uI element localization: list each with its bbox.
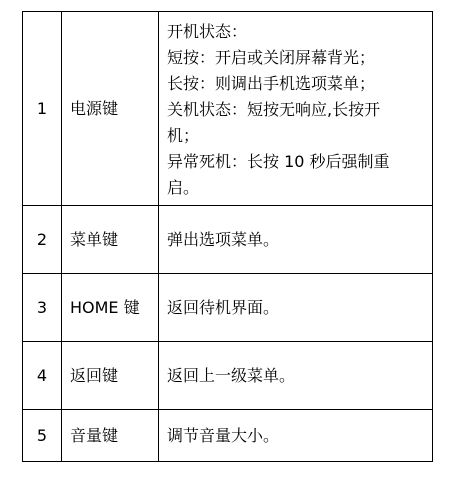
description-line: 关机状态：短按无响应,长按开 [167,99,381,119]
table-row [23,12,433,206]
table-row [23,274,433,342]
description-line: 返回待机界面。 [167,297,280,317]
table-row [23,342,433,410]
description-line: 调节音量大小。 [167,425,280,445]
key-name: 音量键 [62,410,159,462]
description-line: 开机状态： [167,21,248,41]
description-line: 弹出选项菜单。 [167,229,280,249]
key-description [159,206,433,274]
row-number: 5 [23,410,62,462]
description-line: 返回上一级菜单。 [167,365,296,385]
row-number: 1 [23,12,62,206]
key-name: 电源键 [62,12,159,206]
keys-table [22,11,433,462]
key-name: 菜单键 [62,206,159,274]
key-description [159,342,433,410]
key-description [159,274,433,342]
description-line: 异常死机：长按 10 秒后强制重 [167,151,390,171]
table-row [23,206,433,274]
key-description [159,410,433,462]
description-line: 短按：开启或关闭屏幕背光； [167,47,376,67]
row-number: 4 [23,342,62,410]
key-description [159,12,433,206]
description-line: 启。 [167,177,200,197]
table-row [23,410,433,462]
key-name: 返回键 [62,342,159,410]
description-line: 长按：则调出手机选项菜单； [167,73,376,93]
row-number: 3 [23,274,62,342]
description-line: 机； [167,125,200,145]
key-name: HOME 键 [62,274,159,342]
row-number: 2 [23,206,62,274]
